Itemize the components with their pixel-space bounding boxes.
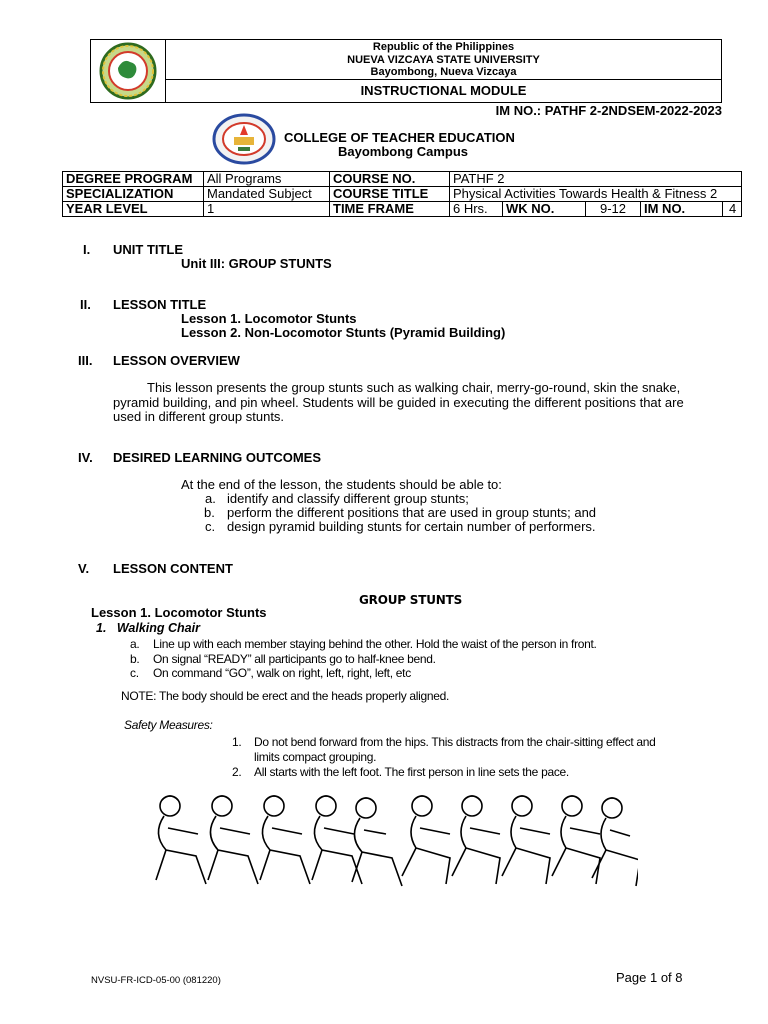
university-name: NUEVA VIZCAYA STATE UNIVERSITY [347, 53, 540, 66]
group-left-figures [156, 796, 402, 886]
table-row [63, 187, 742, 202]
im-number: IM NO.: PATHF 2-2NDSEM-2022-2023 [495, 103, 722, 118]
content-heading: GROUP STUNTS [359, 593, 463, 607]
year-level-label: YEAR LEVEL [63, 202, 204, 217]
note-text: NOTE: The body should be erect and the heads properly aligned. [121, 689, 450, 703]
outcome-a-marker: a. [205, 491, 216, 506]
step-b-marker: b. [130, 652, 140, 666]
time-frame-label: TIME FRAME [330, 202, 450, 217]
lesson-title-1: Lesson 1. Locomotor Stunts [181, 311, 357, 326]
college-logo-icon [212, 113, 276, 165]
form-code: NVSU-FR-ICD-05-00 (081220) [91, 975, 221, 986]
outcome-c: design pyramid building stunts for certain number of performers. [227, 519, 596, 534]
course-info-table [62, 171, 742, 217]
university-address: Bayombong, Nueva Vizcaya [370, 66, 517, 78]
section-3-title: LESSON OVERVIEW [113, 353, 240, 368]
safety-2: All starts with the left foot. The first person in line sets the pace. [254, 765, 569, 779]
overview-line-2: pyramid building, and pin wheel. Students will be guided in executing the different positions that are [113, 395, 684, 410]
degree-value: All Programs [204, 172, 330, 187]
step-a: Line up with each member staying behind the other. Hold the waist of the person in front. [153, 637, 597, 651]
republic-line: Republic of the Philippines [372, 41, 515, 53]
course-no-label: COURSE NO. [330, 172, 450, 187]
safety-2-marker: 2. [232, 765, 242, 779]
week-no-label: WK NO. [503, 202, 586, 217]
overview-line-3: used in different group stunts. [113, 409, 285, 424]
outcomes-intro: At the end of the lesson, the students should be able to: [181, 477, 502, 492]
walking-chair-illustration [148, 788, 638, 888]
section-4-number: IV. [78, 450, 93, 465]
course-no-value: PATHF 2 [450, 172, 742, 187]
section-5-number: V. [78, 561, 90, 576]
group-right-figures [402, 796, 638, 886]
step-c: On command “GO”, walk on right, left, right, left, etc [153, 666, 411, 680]
table-row [63, 202, 742, 217]
im-no-value: 4 [729, 201, 737, 216]
lesson-1-heading: Lesson 1. Locomotor Stunts [91, 605, 267, 620]
degree-label: DEGREE PROGRAM [63, 172, 204, 187]
step-b: On signal “READY” all participants go to half-knee bend. [153, 652, 436, 666]
step-a-marker: a. [130, 637, 140, 651]
safety-heading: Safety Measures: [124, 718, 213, 732]
section-2-number: II. [80, 297, 91, 312]
table-row [63, 172, 742, 187]
section-1-number: I. [83, 242, 91, 257]
section-3-number: III. [78, 353, 93, 368]
section-1-title: UNIT TITLE [113, 242, 184, 257]
college-name: COLLEGE OF TEACHER EDUCATION [284, 130, 515, 145]
safety-1-line-1: Do not bend forward from the hips. This distracts from the chair-sitting effect and [254, 735, 656, 749]
nvsu-seal-icon [91, 40, 165, 102]
section-2-title: LESSON TITLE [113, 297, 207, 312]
week-no-value: 9-12 [586, 202, 641, 217]
outcome-b-marker: b. [204, 505, 215, 520]
outcome-c-marker: c. [205, 519, 216, 534]
specialization-value: Mandated Subject [204, 187, 330, 202]
lesson-title-2: Lesson 2. Non-Locomotor Stunts (Pyramid Building) [181, 325, 506, 340]
unit-title: Unit III: GROUP STUNTS [181, 256, 332, 271]
im-no-cell [641, 202, 742, 217]
safety-1-marker: 1. [232, 735, 242, 749]
course-title-value: Physical Activities Towards Health & Fitness 2 [450, 187, 742, 202]
im-no-label: IM NO. [641, 202, 723, 216]
campus-name: Bayombong Campus [338, 144, 469, 159]
overview-line-1: This lesson presents the group stunts such as walking chair, merry-go-round, skin the snake, [147, 380, 681, 395]
university-title-cell [166, 40, 721, 80]
section-4-title: DESIRED LEARNING OUTCOMES [113, 450, 322, 465]
specialization-label: SPECIALIZATION [63, 187, 204, 202]
safety-1-line-2: limits compact grouping. [254, 750, 377, 764]
outcome-a: identify and classify different group stunts; [227, 491, 469, 506]
year-level-value: 1 [204, 202, 330, 217]
page-number: Page 1 of 8 [616, 970, 683, 985]
step-c-marker: c. [130, 666, 139, 680]
time-frame-value: 6 Hrs. [450, 202, 503, 217]
module-title: INSTRUCTIONAL MODULE [360, 83, 527, 98]
document-header [90, 39, 722, 103]
course-title-label: COURSE TITLE [330, 187, 450, 202]
walking-chair-heading: 1. Walking Chair [96, 621, 200, 635]
outcome-b: perform the different positions that are used in group stunts; and [227, 505, 597, 520]
university-logo-cell [91, 40, 166, 102]
section-5-title: LESSON CONTENT [113, 561, 233, 576]
